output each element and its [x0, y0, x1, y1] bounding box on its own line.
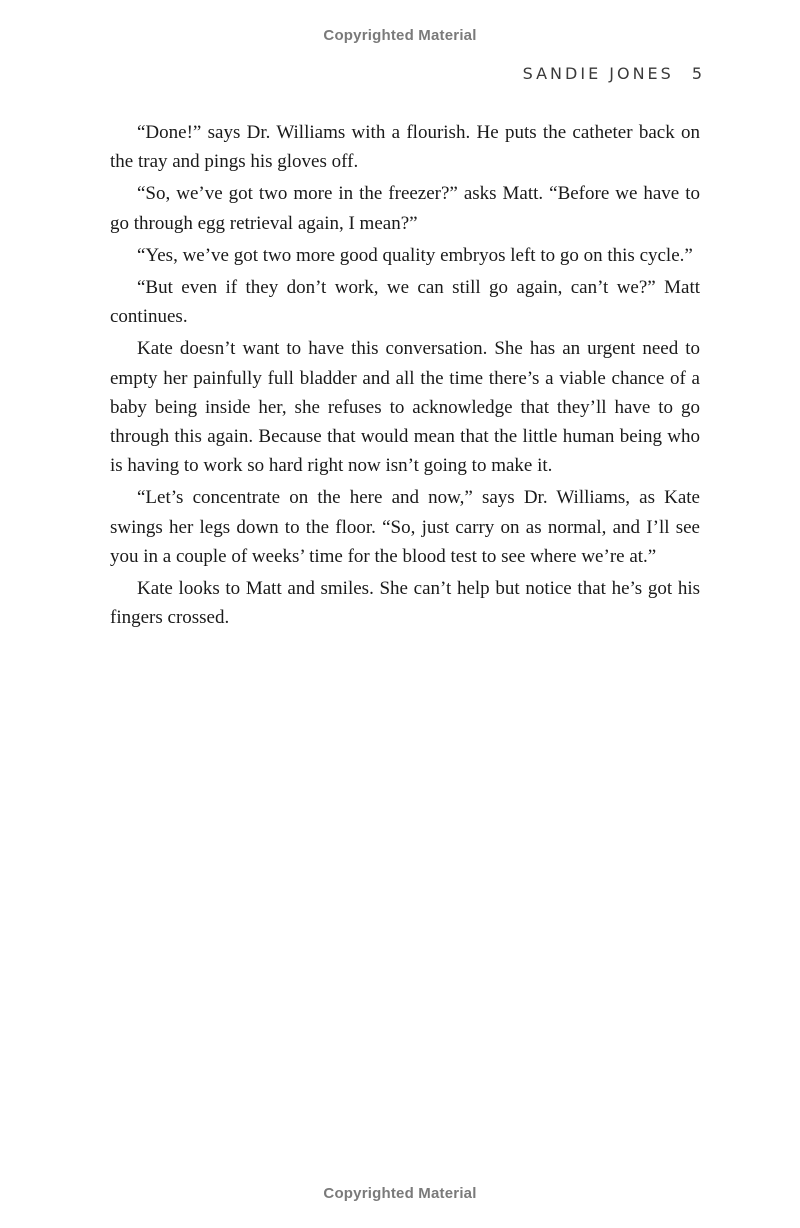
- paragraph: “Yes, we’ve got two more good quality embryos left to go on this cycle.”: [137, 244, 693, 266]
- running-head: [523, 64, 702, 83]
- paragraph: Kate doesn’t want to have this conversation. She has an urgent need to empty her painfully full bladder and all the time there’s a viable chance of a baby being inside her, she refuses to acknowledge that they’ll have to go through this again. Because that would mean that the little human being who is having to work so hard right now isn’t going to make it.: [110, 338, 700, 477]
- page-number: 5: [691, 64, 702, 83]
- paragraph: “But even if they don’t work, we can still go again, can’t we?” Matt continues.: [110, 277, 700, 328]
- paragraph: “So, we’ve got two more in the freezer?” asks Matt. “Before we have to go through egg retrieval again, I mean?”: [110, 183, 700, 234]
- copyright-watermark-bottom: Copyrighted Material: [323, 1185, 477, 1202]
- body-text: [110, 118, 700, 635]
- paragraph: “Let’s concentrate on the here and now,” says Dr. Williams, as Kate swings her legs down to the floor. “So, just carry on as normal, and I’ll see you in a couple of weeks’ time for the blood test to see where we’re at.”: [110, 487, 700, 567]
- paragraph: Kate looks to Matt and smiles. She can’t help but notice that he’s got his fingers crossed.: [110, 578, 700, 629]
- paragraph: “Done!” says Dr. Williams with a flourish. He puts the catheter back on the tray and pings his gloves off.: [110, 122, 700, 173]
- running-head-author: SANDIE JONES: [522, 64, 674, 83]
- copyright-watermark-top: Copyrighted Material: [323, 27, 477, 44]
